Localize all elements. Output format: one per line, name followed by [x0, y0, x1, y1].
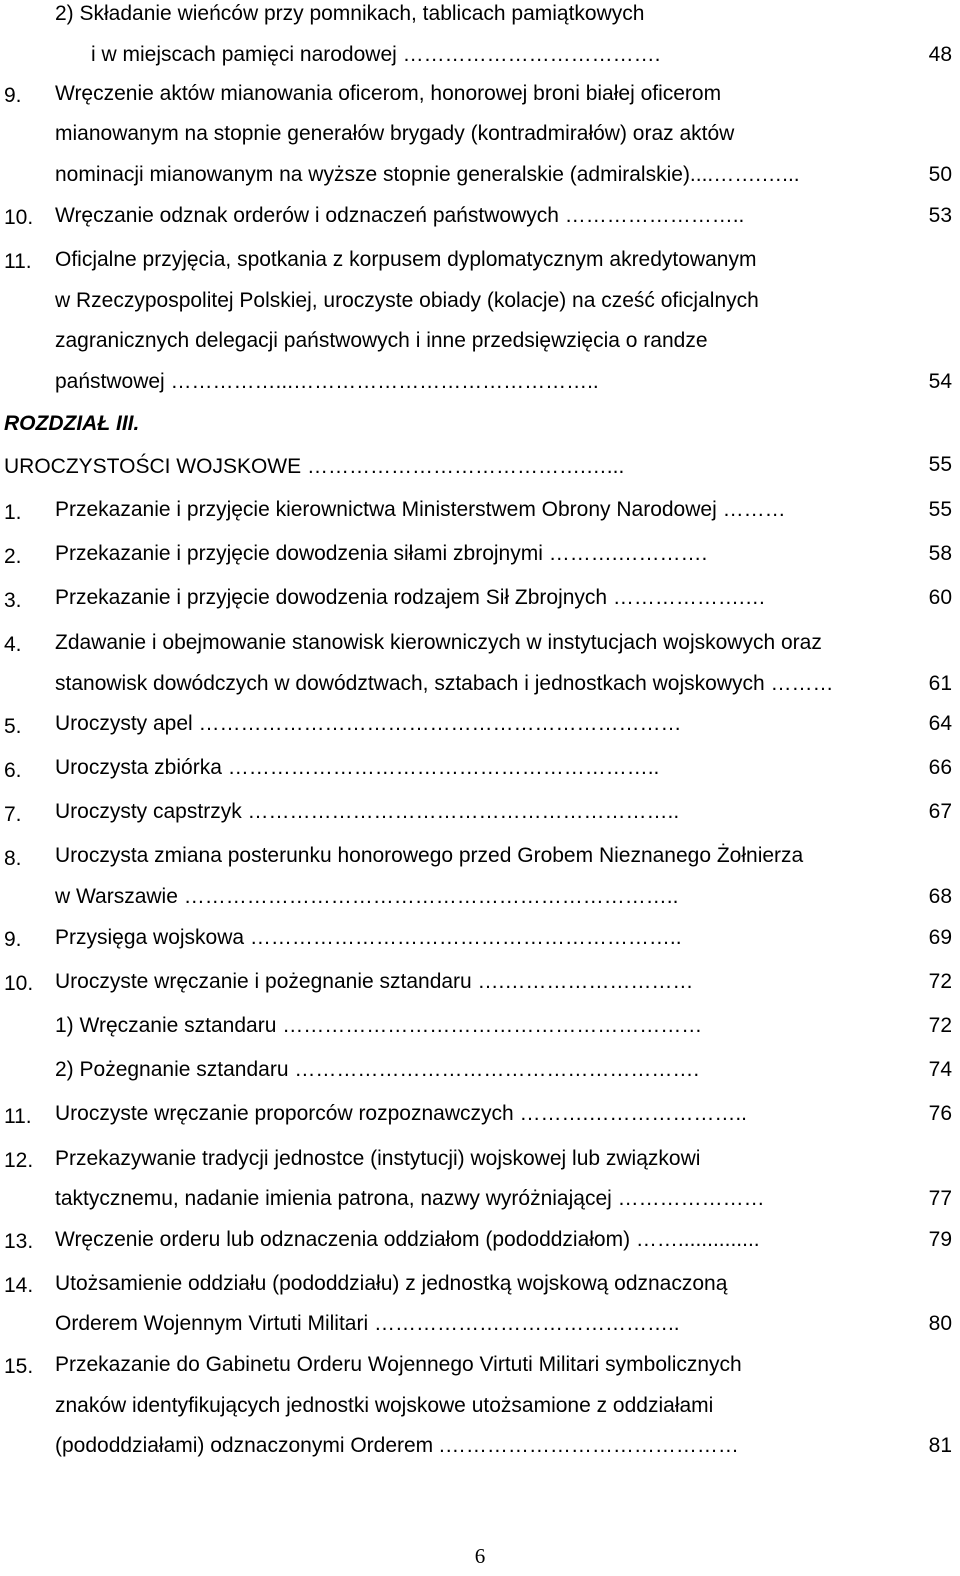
toc-item-title: Wręczenie aktów mianowania oficerom, honorowej broni białej oficerom [55, 82, 722, 105]
toc-item-title: Przysięga wojskowa …………………………………………………….. [55, 926, 682, 949]
toc-page-number: 53 [928, 204, 952, 227]
toc-page-number: 77 [928, 1187, 952, 1210]
toc-item-number: 14. [4, 1274, 34, 1297]
toc-continuation: w Rzeczypospolitej Polskiej, uroczyste obiady (kolacje) na cześć oficjalnych [55, 289, 759, 312]
toc-item-number: 1. [4, 501, 22, 524]
toc-item-number: 8. [4, 847, 22, 870]
toc-item-title: Przekazanie i przyjęcie dowodzenia rodzajem Sił Zbrojnych ……………….… [55, 586, 766, 609]
toc-item-title: Zdawanie i obejmowanie stanowisk kierowniczych w instytucjach wojskowych oraz [55, 631, 822, 654]
toc-page-number: 48 [928, 43, 952, 66]
toc-page-number: 72 [928, 1014, 952, 1037]
toc-continuation: i w miejscach pamięci narodowej ………………………………. [91, 43, 661, 66]
toc-continuation: państwowej ……………...…………………………………….. [55, 370, 599, 393]
toc-page-number: 60 [928, 586, 952, 609]
toc-item-number: 10. [4, 972, 34, 995]
toc-item-title: Oficjalne przyjęcia, spotkania z korpusem dyplomatycznym akredytowanym [55, 248, 757, 271]
toc-item-title: Uroczysta zbiórka …………………………………………………….. [55, 756, 660, 779]
toc-item-number: 12. [4, 1149, 34, 1172]
toc-page-number: 69 [928, 926, 952, 949]
toc-page-number: 79 [928, 1228, 952, 1251]
chapter-title: UROCZYSTOŚCI WOJSKOWE ………………………………….…... [4, 455, 625, 478]
toc-continuation: taktycznemu, nadanie imienia patrona, nazwy wyróżniającej ………………… [55, 1187, 765, 1210]
toc-item-title: Przekazanie do Gabinetu Orderu Wojennego Virtuti Militari symbolicznych [55, 1353, 742, 1376]
toc-item-title: Wręczanie odznak orderów i odznaczeń państwowych …………………….. [55, 204, 745, 227]
toc-item-number: 13. [4, 1230, 34, 1253]
toc-continuation: stanowisk dowódczych w dowództwach, sztabach i jednostkach wojskowych ……… [55, 672, 834, 695]
toc-item-title: Uroczysta zmiana posterunku honorowego przed Grobem Nieznanego Żołnierza [55, 844, 804, 867]
toc-item-number: 15. [4, 1355, 34, 1378]
toc-page-number: 66 [928, 756, 952, 779]
toc-item-title: Utożsamienie oddziału (pododdziału) z jednostką wojskową odznaczoną [55, 1272, 728, 1295]
toc-page-number: 76 [928, 1102, 952, 1125]
toc-item-title: Uroczyste wręczanie i pożegnanie sztandaru ….……………………… [55, 970, 694, 993]
toc-item-number: 3. [4, 589, 22, 612]
toc-item-number: 9. [4, 928, 22, 951]
page-footer-number: 6 [474, 1544, 486, 1568]
toc-continuation: (pododdziałami) odznaczonymi Orderem .…………………………………… [55, 1434, 739, 1457]
toc-page-number: 50 [928, 163, 952, 186]
toc-page-number: 55 [928, 498, 952, 521]
toc-item-title: Przekazanie i przyjęcie dowodzenia siłami zbrojnymi ……….…………. [55, 542, 708, 565]
toc-item-title: Uroczyste wręczanie proporców rozpoznawczych ……….………………….. [55, 1102, 748, 1125]
toc-page-number: 54 [928, 370, 952, 393]
toc-item-title: Przekazywanie tradycji jednostce (instytucji) wojskowej lub związkowi [55, 1147, 701, 1170]
toc-continuation: znaków identyfikujących jednostki wojskowe utożsamione z oddziałami [55, 1394, 714, 1417]
toc-page-number: 67 [928, 800, 952, 823]
toc-page-number: 55 [928, 453, 952, 476]
toc-item-title: Uroczysty apel …………………………………………………………… [55, 712, 682, 735]
toc-continuation: mianowanym na stopnie generałów brygady (kontradmirałów) oraz aktów [55, 122, 735, 145]
toc-continuation: zagranicznych delegacji państwowych i inne przedsięwzięcia o randze [55, 329, 708, 352]
toc-item-number: 6. [4, 759, 22, 782]
toc-item-number: 10. [4, 206, 34, 229]
toc-page-number: 81 [928, 1434, 952, 1457]
toc-page-number: 64 [928, 712, 952, 735]
toc-subitem: 2) Składanie wieńców przy pomnikach, tablicach pamiątkowych [55, 2, 645, 25]
toc-item-number: 11. [4, 250, 32, 273]
toc-subitem: 2) Pożegnanie sztandaru …………………………………………………. [55, 1058, 700, 1081]
toc-continuation: Orderem Wojennym Virtuti Militari …………………………………….. [55, 1312, 680, 1335]
toc-page-number: 74 [928, 1058, 952, 1081]
toc-item-number: 7. [4, 803, 22, 826]
toc-item-title: Przekazanie i przyjęcie kierownictwa Ministerstwem Obrony Narodowej ……… [55, 498, 786, 521]
toc-item-number: 11. [4, 1105, 32, 1128]
toc-item-number: 9. [4, 84, 22, 107]
toc-page-number: 80 [928, 1312, 952, 1335]
toc-page-number: 68 [928, 885, 952, 908]
toc-item-title: Wręczenie orderu lub odznaczenia oddziałom (pododdziałom) …….............. [55, 1228, 760, 1251]
toc-item-number: 4. [4, 633, 22, 656]
toc-page-number: 61 [928, 672, 952, 695]
toc-page-number: 58 [928, 542, 952, 565]
toc-item-number: 2. [4, 545, 22, 568]
toc-item-number: 5. [4, 715, 22, 738]
toc-page-number: 72 [928, 970, 952, 993]
toc-subitem: 1) Wręczanie sztandaru …………………………………………………… [55, 1014, 703, 1037]
toc-continuation: w Warszawie …………………………………………………………….. [55, 885, 679, 908]
toc-item-title: Uroczysty capstrzyk …………………………………………………….. [55, 800, 680, 823]
chapter-heading: ROZDZIAŁ III. [4, 412, 140, 435]
toc-continuation: nominacji mianowanym na wyższe stopnie generalskie (admiralskie)....…….…... [55, 163, 800, 186]
